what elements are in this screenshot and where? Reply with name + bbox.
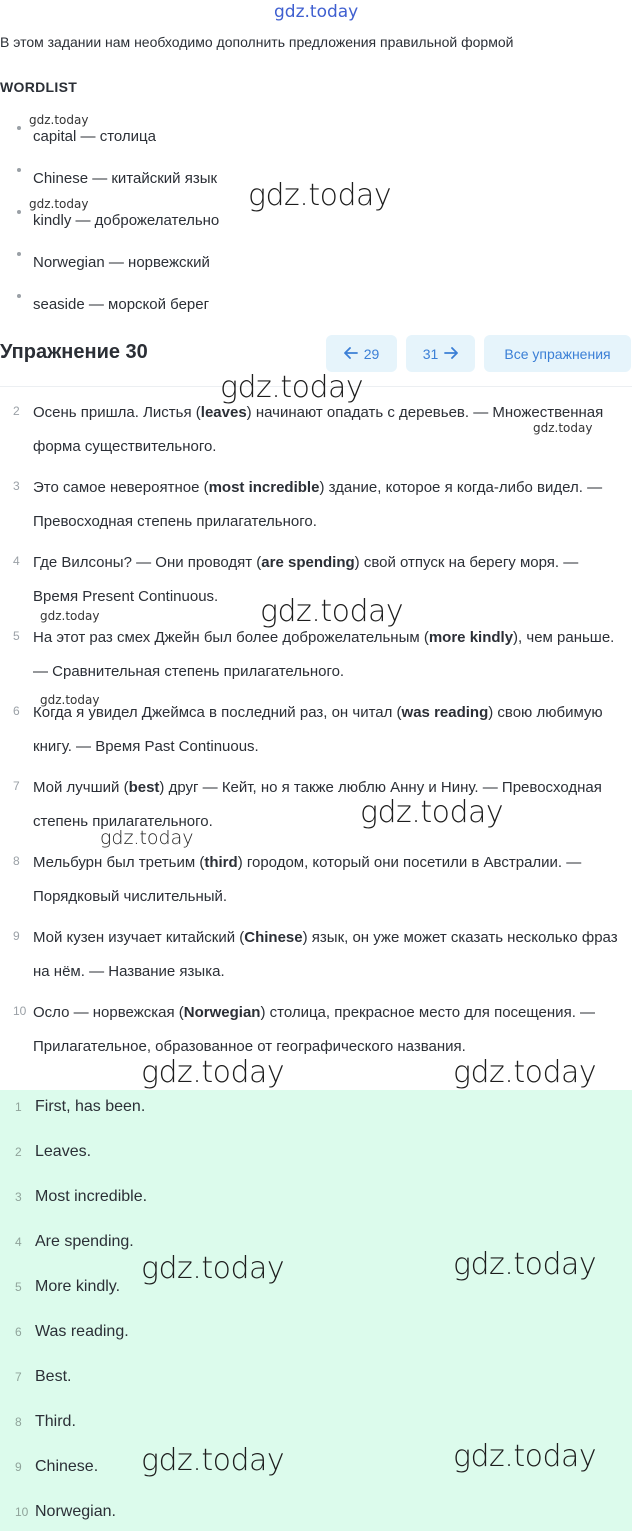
watermark: gdz.today — [220, 370, 364, 405]
answer-item — [0, 1225, 632, 1270]
watermark: gdz.today — [29, 197, 89, 211]
answer-text: Chinese. — [35, 1458, 99, 1475]
wordlist-item-text: capital — столица — [33, 128, 156, 145]
task-text: Мой лучший (best) друг — Кейт, но я также люблю Анну и Нину. — Превосходная степень прилагательного. — [33, 779, 602, 830]
answer-item — [0, 1180, 632, 1225]
answer-text: More kindly. — [35, 1278, 121, 1295]
answer-number: 2 — [15, 1145, 22, 1159]
answer-item — [0, 1450, 632, 1495]
wordlist-item — [0, 116, 600, 158]
watermark: gdz.today — [453, 1055, 597, 1090]
task-text: Это самое невероятное (most incredible) здание, которое я когда-либо видел. — Превосходная степень прилагательного. — [33, 479, 603, 530]
answer-item — [0, 1405, 632, 1450]
bullet-icon — [17, 294, 21, 298]
watermark: gdz.today — [100, 827, 194, 849]
task-number: 4 — [13, 554, 20, 568]
task-item — [0, 469, 632, 544]
task-item — [0, 619, 632, 694]
wordlist-item-text: kindly — доброжелательно — [33, 212, 220, 229]
answer-number: 3 — [15, 1190, 22, 1204]
task-list — [0, 394, 632, 1069]
task-item — [0, 544, 632, 619]
answer-item — [0, 1135, 632, 1180]
task-item — [0, 394, 632, 469]
bullet-icon — [17, 210, 21, 214]
task-item — [0, 694, 632, 769]
answer-text: Third. — [35, 1413, 76, 1430]
arrow-left-icon — [344, 346, 358, 362]
task-text: Осло — норвежская (Norwegian) столица, прекрасное место для посещения. — Прилагательное, образованное от географического названия. — [33, 1004, 596, 1055]
watermark: gdz.today — [260, 594, 404, 629]
answer-text: Leaves. — [35, 1143, 92, 1160]
answer-text: Norwegian. — [35, 1503, 116, 1520]
answer-item — [0, 1090, 632, 1135]
task-text: Осень пришла. Листья (leaves) начинают опадать с деревьев. — Множественная форма существительного. — [33, 404, 604, 455]
task-text: На этот раз смех Джейн был более доброжелательным (more kindly), чем раньше. — Сравнительная степень прилагательного. — [33, 629, 615, 680]
exercise-title: Упражнение 30 — [0, 341, 148, 363]
answer-number: 9 — [15, 1460, 22, 1474]
wordlist-item — [0, 242, 600, 284]
answer-number: 6 — [15, 1325, 22, 1339]
task-number: 2 — [13, 404, 20, 418]
answer-text: Was reading. — [35, 1323, 129, 1340]
divider — [0, 386, 632, 387]
answer-number: 8 — [15, 1415, 22, 1429]
watermark: gdz.today — [453, 1439, 597, 1474]
task-number: 9 — [13, 929, 20, 943]
watermark: gdz.today — [533, 421, 593, 435]
task-item — [0, 994, 632, 1069]
watermark: gdz.today — [40, 693, 100, 707]
task-item — [0, 919, 632, 994]
prev-exercise-label: 29 — [363, 345, 380, 362]
watermark: gdz.today — [141, 1251, 285, 1286]
task-text: Где Вилсоны? — Они проводят (are spending) свой отпуск на берегу моря. — Время Present Continuous. — [33, 554, 579, 605]
watermark: gdz.today — [453, 1247, 597, 1282]
task-item — [0, 769, 632, 844]
intro-text: В этом задании нам необходимо дополнить предложения правильной формой — [0, 34, 514, 50]
wordlist — [0, 116, 600, 326]
watermark: gdz.today — [141, 1443, 285, 1478]
task-number: 3 — [13, 479, 20, 493]
answer-number: 7 — [15, 1370, 22, 1384]
watermark: gdz.today — [141, 1055, 285, 1090]
task-number: 5 — [13, 629, 20, 643]
all-exercises-label: Все упражнения — [504, 345, 611, 362]
task-number: 10 — [13, 1004, 27, 1018]
wordlist-item-text: Chinese — китайский язык — [33, 170, 218, 187]
arrow-right-icon — [444, 346, 458, 362]
bullet-icon — [17, 126, 21, 130]
task-number: 6 — [13, 704, 20, 718]
answer-text: First, has been. — [35, 1098, 146, 1115]
bullet-icon — [17, 252, 21, 256]
watermark: gdz.today — [248, 178, 392, 213]
wordlist-title: WORDLIST — [0, 79, 78, 95]
answer-number: 4 — [15, 1235, 22, 1249]
next-exercise-button[interactable] — [406, 335, 475, 372]
wordlist-item — [0, 158, 600, 200]
answer-item — [0, 1270, 632, 1315]
task-text: Мой кузен изучает китайский (Chinese) язык, он уже может сказать несколько фраз на нём. — Название языка. — [33, 929, 618, 980]
wordlist-item — [0, 284, 600, 326]
wordlist-item-text: seaside — морской берег — [33, 296, 210, 313]
answer-item — [0, 1315, 632, 1360]
answer-number: 5 — [15, 1280, 22, 1294]
all-exercises-button[interactable] — [484, 335, 631, 372]
answer-text: Most incredible. — [35, 1188, 148, 1205]
watermark: gdz.today — [360, 795, 504, 830]
answer-item — [0, 1360, 632, 1405]
task-number: 8 — [13, 854, 20, 868]
answers-panel — [0, 1090, 632, 1531]
answer-text: Best. — [35, 1368, 72, 1385]
prev-exercise-button[interactable] — [326, 335, 397, 372]
watermark: gdz.today — [29, 113, 89, 127]
wordlist-item — [0, 200, 600, 242]
watermark-logo: gdz.today — [274, 2, 359, 22]
watermark: gdz.today — [40, 609, 100, 623]
answer-number: 10 — [15, 1505, 29, 1519]
task-text: Мельбурн был третьим (third) городом, который они посетили в Австралии. — Порядковый числительный. — [33, 854, 582, 905]
wordlist-item-text: Norwegian — норвежский — [33, 254, 210, 271]
task-item — [0, 844, 632, 919]
bullet-icon — [17, 168, 21, 172]
answer-text: Are spending. — [35, 1233, 134, 1250]
answer-number: 1 — [15, 1100, 22, 1114]
task-text: Когда я увидел Джеймса в последний раз, он читал (was reading) свою любимую книгу. — Время Past Continuous. — [33, 704, 603, 755]
answer-item — [0, 1495, 632, 1540]
task-number: 7 — [13, 779, 20, 793]
next-exercise-label: 31 — [422, 345, 439, 362]
